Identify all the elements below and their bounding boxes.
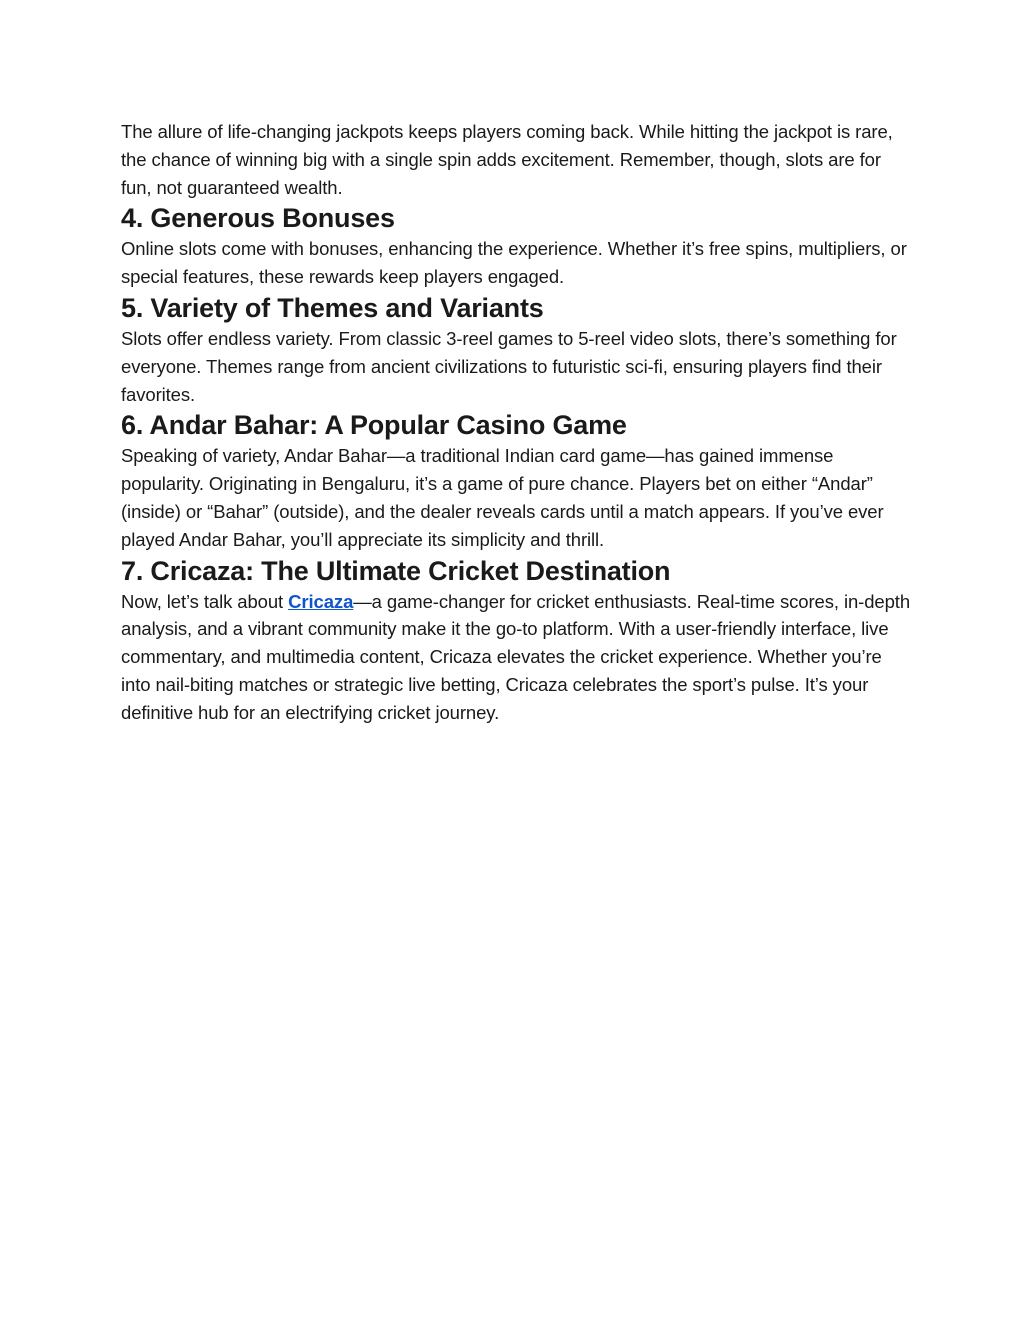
heading-cricaza: 7. Cricaza: The Ultimate Cricket Destination [121, 555, 671, 586]
heading-variety-of-themes: 5. Variety of Themes and Variants [121, 292, 544, 323]
paragraph-generous-bonuses: Online slots come with bonuses, enhancing the experience. Whether it’s free spins, multipliers, or special features, these rewards keep players engaged. [121, 238, 907, 288]
cricaza-link[interactable]: Cricaza [288, 590, 354, 612]
paragraph-andar-bahar: Speaking of variety, Andar Bahar—a traditional Indian card game—has gained immense popularity. Originating in Bengaluru, it’s a game of pure chance. Players bet on either “Andar” (inside) or “Bahar” (outside), and the dealer reveals cards until a match appears. If you’ve ever played Andar Bahar, you’ll appreciate its simplicity and thrill. [121, 445, 884, 550]
paragraph-cricaza-rest: —a game-changer for cricket enthusiasts. Real-time scores, in-depth analysis, and a vibrant community make it the go-to platform. With a user-friendly interface, live commentary, and multimedia content, Cricaza elevates the cricket experience. Whether you’re into nail-biting matches or strategic live betting, Cricaza celebrates the sport’s pulse. It’s your definitive hub for an electrifying cricket journey. [121, 590, 911, 723]
heading-generous-bonuses: 4. Generous Bonuses [121, 203, 395, 234]
heading-andar-bahar: 6. Andar Bahar: A Popular Casino Game [121, 410, 627, 441]
document-page [121, 118, 911, 727]
paragraph-cricaza-lead: Now, let’s talk about [121, 590, 289, 612]
paragraph-variety-of-themes: Slots offer endless variety. From classic 3-reel games to 5-reel video slots, there’s something for everyone. Themes range from ancient civilizations to futuristic sci-fi, ensuring players find their favorites. [121, 327, 897, 405]
intro-paragraph: The allure of life-changing jackpots keeps players coming back. While hitting the jackpot is rare, the chance of winning big with a single spin adds excitement. Remember, though, slots are for fun, not guaranteed wealth. [121, 121, 893, 198]
paragraph-cricaza [121, 588, 911, 727]
